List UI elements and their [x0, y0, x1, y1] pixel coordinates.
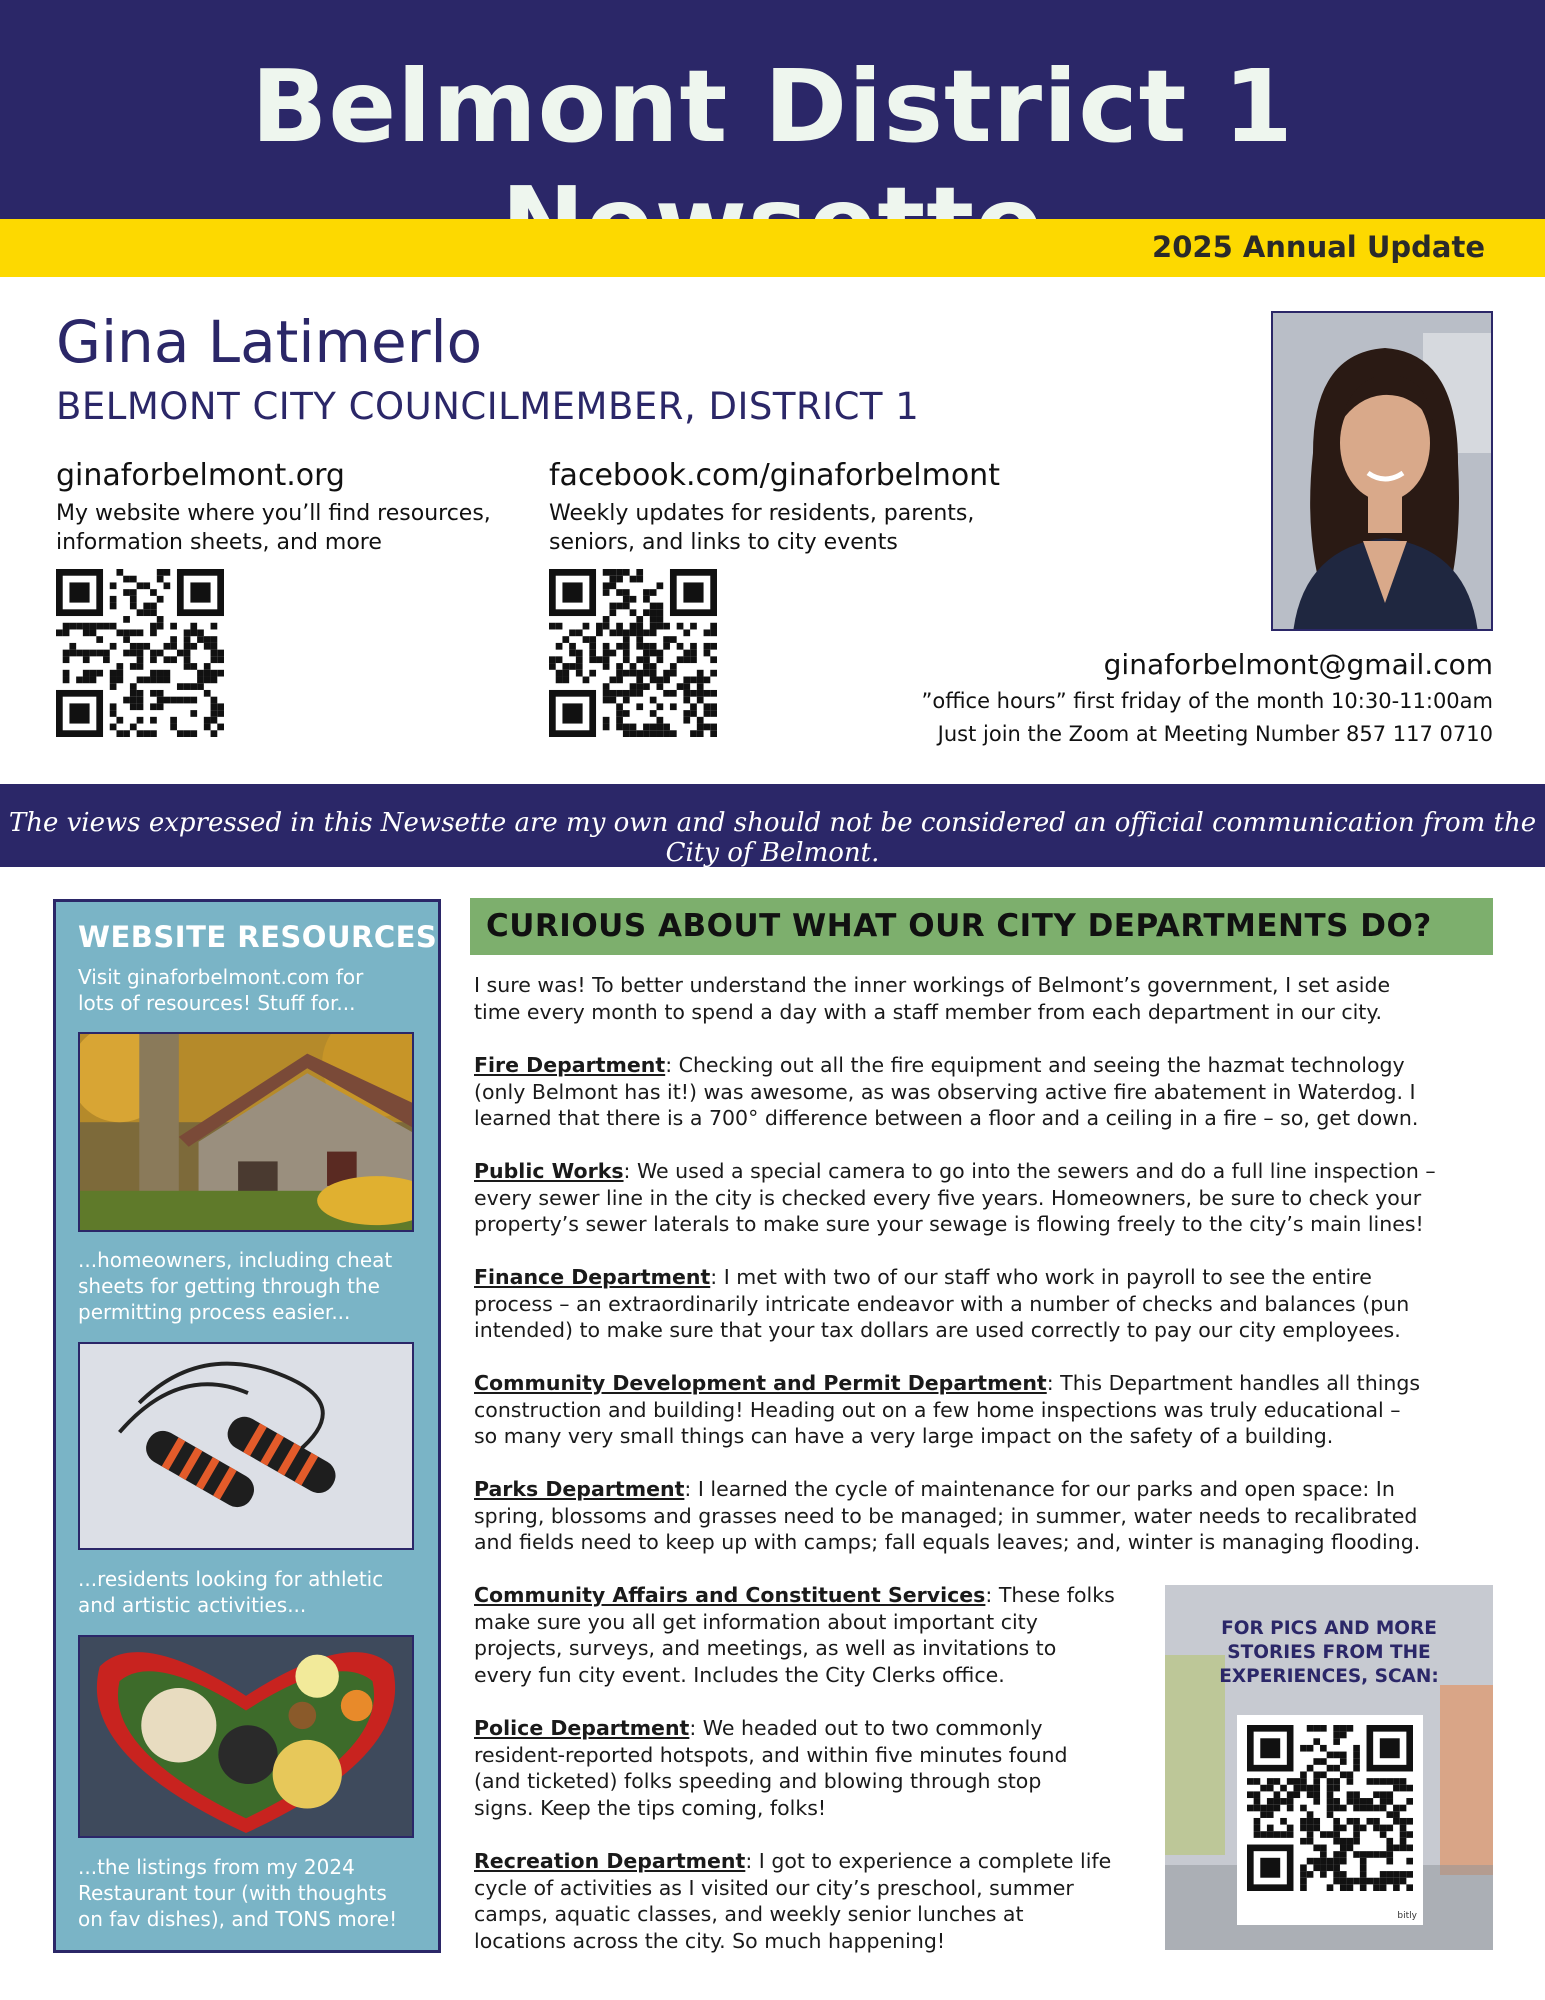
food-bowl-photo — [78, 1635, 414, 1838]
sidebar-caption-homeowners — [78, 1247, 423, 1325]
article-line: process – an extraordinarily intricate endeavor with a number of checks and balances (pun — [474, 1291, 1410, 1316]
dept-name: Finance Department — [474, 1265, 711, 1289]
article-line: intended) to make sure that your tax dollars are used correctly to pay our city employees. — [474, 1318, 1401, 1342]
jump-rope-photo — [78, 1342, 414, 1550]
article-line: time every month to spend a day with a staff member from each department in our city. — [474, 999, 1383, 1024]
dept-sep: : — [1046, 1371, 1054, 1395]
sidebar-title: WEBSITE RESOURCES — [78, 920, 438, 954]
article-intro — [474, 972, 1390, 1025]
stories-qr-code-icon[interactable] — [1237, 1715, 1423, 1925]
dept-text: Checking out all the fire equipment and seeing the hazmat technology — [672, 1053, 1405, 1077]
newsletter-title: Belmont District 1 — [251, 48, 1294, 165]
sidebar-text-line: on fav dishes), and TONS more! — [78, 1907, 398, 1931]
article-line — [474, 1264, 1409, 1291]
facebook-link-block — [549, 458, 1000, 557]
masthead — [0, 0, 1545, 219]
dept-text: These folks — [992, 1583, 1115, 1607]
article-line: and fields need to keep up with camps; fall equals leaves; and, winter is managing flooding. — [474, 1530, 1421, 1554]
sidebar-text-line: Restaurant tour (with thoughts — [78, 1881, 387, 1905]
article-line — [474, 1848, 1111, 1875]
dept-sep: : — [684, 1477, 692, 1501]
article-line — [474, 1370, 1420, 1397]
website-resources-sidebar — [53, 899, 441, 1953]
dept-name: Parks Department — [474, 1477, 685, 1501]
scan-callout — [1165, 1585, 1493, 1950]
contact-email[interactable]: ginaforbelmont@gmail.com — [1103, 648, 1493, 681]
scan-text-line: FOR PICS AND MORE — [1221, 1618, 1437, 1639]
dept-text: We headed out to two commonly — [696, 1716, 1043, 1740]
sidebar-caption-restaurants — [78, 1854, 423, 1932]
article-line: construction and building! Heading out on a few home inspections was truly educational – — [474, 1397, 1401, 1422]
article-line: (and ticketed) folks speeding and blowing through stop — [474, 1769, 1042, 1793]
dept-name: Fire Department — [474, 1053, 666, 1077]
dept-name: Police Department — [474, 1716, 690, 1740]
article-line: signs. Keep the tips coming, folks! — [474, 1795, 827, 1820]
dept-sep: : — [985, 1583, 993, 1607]
website-qr-code-icon[interactable] — [56, 569, 224, 737]
dept-fire — [474, 1052, 1418, 1132]
dept-name: Public Works — [474, 1159, 624, 1183]
article-line: learned that there is a 700° difference between a floor and a ceiling in a fire – so, get down. — [474, 1106, 1419, 1130]
article-line: resident-reported hotspots, and within five minutes found — [474, 1742, 1068, 1767]
facebook-desc — [549, 499, 1000, 557]
house-photo — [78, 1032, 414, 1232]
bitly-logo-icon: bitly — [1397, 1911, 1417, 1921]
dept-sep: : — [745, 1849, 753, 1873]
article-line: camps, aquatic classes, and weekly senior lunches at — [474, 1902, 1024, 1926]
website-desc-line: My website where you’ll find resources, — [56, 501, 491, 526]
website-link-block — [56, 458, 491, 557]
sidebar-text-line: ...homeowners, including cheat — [78, 1248, 393, 1272]
website-url[interactable]: ginaforbelmont.org — [56, 458, 345, 493]
dept-sep: : — [689, 1716, 697, 1740]
article-line — [474, 1715, 1068, 1742]
dept-text: I learned the cycle of maintenance for our parks and open space: In — [691, 1477, 1395, 1501]
dept-sep: : — [710, 1265, 718, 1289]
sidebar-text-line: ...residents looking for athletic — [78, 1567, 384, 1591]
sidebar-caption-residents — [78, 1566, 423, 1618]
facebook-url[interactable]: facebook.com/ginaforbelmont — [549, 458, 1000, 493]
dept-parks — [474, 1476, 1420, 1556]
councilmember-portrait — [1271, 311, 1493, 631]
article-line: every sewer line in the city is checked every five years. Homeowners, be sure to check your — [474, 1185, 1422, 1210]
website-desc — [56, 499, 491, 557]
councilmember-role: BELMONT CITY COUNCILMEMBER, DISTRICT 1 — [56, 385, 920, 428]
disclaimer-band — [0, 784, 1545, 867]
article-line: (only Belmont has it!) was awesome, as was observing active fire abatement in Waterdog. I — [474, 1079, 1416, 1104]
dept-finance — [474, 1264, 1409, 1344]
article-line: cycle of activities as I visited our city’s preschool, summer — [474, 1875, 1074, 1900]
disclaimer-text: The views expressed in this Newsette are my own and should not be considered an official communication from the City of Belmont. — [8, 808, 1537, 868]
dept-sep: : — [665, 1053, 673, 1077]
article-line — [474, 1582, 1115, 1609]
article-line: so many very small things can have a very large impact on the safety of a building. — [474, 1424, 1334, 1448]
edition-stripe — [0, 219, 1545, 277]
dept-sep: : — [623, 1159, 631, 1183]
dept-community-affairs — [474, 1582, 1115, 1688]
article-line: spring, blossoms and grasses need to be managed; in summer, water needs to recalibrated — [474, 1503, 1418, 1528]
website-desc-line: information sheets, and more — [56, 530, 382, 555]
dept-name: Community Development and Permit Department — [474, 1371, 1047, 1395]
sidebar-text-line: lots of resources! Stuff for... — [78, 991, 356, 1015]
facebook-desc-line: seniors, and links to city events — [549, 530, 898, 555]
sidebar-text-line: permitting process easier... — [78, 1300, 351, 1324]
article-line: make sure you all get information about important city — [474, 1609, 1038, 1634]
sidebar-text-line: ...the listings from my 2024 — [78, 1855, 355, 1879]
dept-community-development — [474, 1370, 1420, 1450]
sidebar-intro — [78, 964, 423, 1016]
article-line — [474, 1158, 1436, 1185]
scan-text-line: STORIES FROM THE — [1227, 1642, 1431, 1663]
dept-text: We used a special camera to go into the sewers and do a full line inspection – — [630, 1159, 1436, 1183]
article-line: locations across the city. So much happening! — [474, 1928, 946, 1953]
article-line: projects, surveys, and meetings, as well as invitations to — [474, 1636, 1057, 1660]
dept-text: This Department handles all things — [1053, 1371, 1421, 1395]
edition-label: 2025 Annual Update — [1152, 230, 1485, 264]
article-line: I sure was! To better understand the inner workings of Belmont’s government, I set aside — [474, 973, 1391, 997]
article-line: property’s sewer laterals to make sure your sewage is flowing freely to the city’s main lines! — [474, 1212, 1424, 1236]
dept-name: Recreation Department — [474, 1849, 746, 1873]
facebook-qr-code-icon[interactable] — [549, 569, 717, 737]
facebook-desc-line: Weekly updates for residents, parents, — [549, 501, 975, 526]
dept-police — [474, 1715, 1068, 1821]
sidebar-text-line: Visit ginaforbelmont.com for — [78, 965, 364, 989]
article-line — [474, 1052, 1418, 1079]
dept-name: Community Affairs and Constituent Services — [474, 1583, 986, 1607]
sidebar-text-line: and artistic activities... — [78, 1593, 307, 1617]
sidebar-text-line: sheets for getting through the — [78, 1274, 380, 1298]
dept-recreation — [474, 1848, 1111, 1954]
councilmember-name: Gina Latimerlo — [56, 308, 483, 376]
scan-callout-text — [1165, 1617, 1493, 1689]
dept-text: I got to experience a complete life — [752, 1849, 1112, 1873]
departments-heading: CURIOUS ABOUT WHAT OUR CITY DEPARTMENTS DO? — [486, 908, 1432, 944]
article-line: every fun city event. Includes the City Clerks office. — [474, 1662, 1005, 1687]
scan-text-line: EXPERIENCES, SCAN: — [1219, 1666, 1439, 1687]
zoom-meeting-info: Just join the Zoom at Meeting Number 857 117 0710 — [937, 722, 1493, 746]
dept-public-works — [474, 1158, 1436, 1238]
departments-heading-bar — [470, 898, 1493, 955]
contact-block — [922, 648, 1493, 751]
article-line — [474, 1476, 1420, 1503]
dept-text: I met with two of our staff who work in payroll to see the entire — [717, 1265, 1372, 1289]
office-hours: ”office hours” first friday of the month 10:30-11:00am — [921, 689, 1493, 713]
